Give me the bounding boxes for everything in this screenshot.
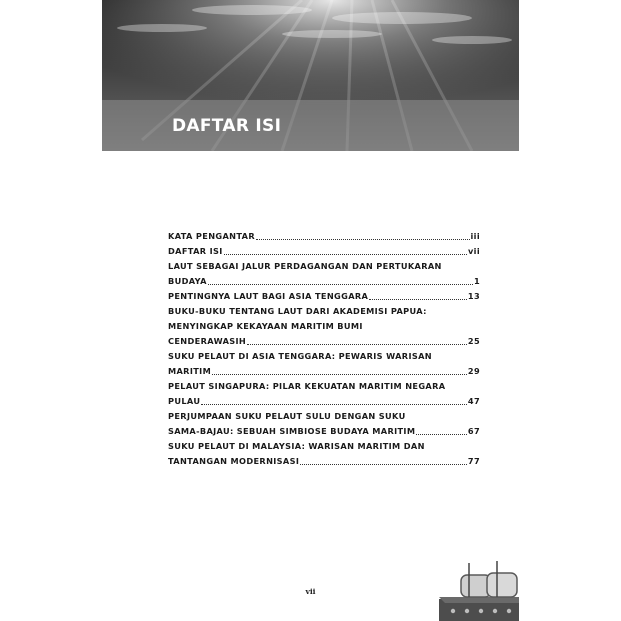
toc-entry-page-number: 25	[467, 336, 480, 346]
toc-entry-page-number: 77	[467, 456, 480, 466]
book-page	[102, 0, 519, 621]
page-title: DAFTAR ISI	[172, 116, 282, 136]
toc-entry-page-number: 47	[467, 396, 480, 406]
dot-leader	[300, 464, 467, 465]
dot-leader	[256, 239, 469, 240]
toc-entry[interactable]	[168, 244, 480, 259]
toc-entry-title-line: SUKU PELAUT DI ASIA TENGGARA: PEWARIS WARISAN	[168, 351, 432, 361]
dot-leader	[369, 299, 467, 300]
toc-entry[interactable]	[168, 349, 480, 379]
toc-entry[interactable]	[168, 409, 480, 439]
toc-entry-page-number: 13	[467, 291, 480, 301]
toc-entry-title: MARITIM	[168, 366, 212, 376]
toc-entry-title: SAMA-BAJAU: SEBUAH SIMBIOSE BUDAYA MARITIM	[168, 426, 416, 436]
toc-entry-page-number: 29	[467, 366, 480, 376]
header-banner	[102, 0, 519, 151]
page-number: vii	[305, 587, 316, 596]
dot-leader	[212, 374, 467, 375]
toc-entry-title-line: BUKU-BUKU TENTANG LAUT DARI AKADEMISI PAPUA:	[168, 306, 427, 316]
toc-entry-page-number: iii	[470, 231, 480, 241]
toc-entry-title: KATA PENGANTAR	[168, 231, 256, 241]
table-of-contents	[168, 229, 480, 469]
toc-entry[interactable]	[168, 229, 480, 244]
toc-entry-title-line: PERJUMPAAN SUKU PELAUT SULU DENGAN SUKU	[168, 411, 406, 421]
toc-entry-title-line: SUKU PELAUT DI MALAYSIA: WARISAN MARITIM DAN	[168, 441, 425, 451]
toc-entry[interactable]	[168, 379, 480, 409]
toc-entry-title-line: MENYINGKAP KEKAYAAN MARITIM BUMI	[168, 321, 363, 331]
dot-leader	[416, 434, 467, 435]
toc-entry-page-number: 1	[473, 276, 480, 286]
toc-entry-page-number: vii	[468, 246, 480, 256]
dot-leader	[247, 344, 467, 345]
toc-entry[interactable]	[168, 304, 480, 349]
toc-entry-title: TANTANGAN MODERNISASI	[168, 456, 300, 466]
toc-entry-title: DAFTAR ISI	[168, 246, 223, 256]
toc-entry-title: CENDERAWASIH	[168, 336, 247, 346]
underwater-image	[102, 0, 519, 151]
toc-entry-page-number: 67	[467, 426, 480, 436]
toc-entry-title: BUDAYA	[168, 276, 207, 286]
toc-entry-title-line: PELAUT SINGAPURA: PILAR KEKUATAN MARITIM NEGARA	[168, 381, 446, 391]
ship-illustration	[439, 561, 519, 621]
toc-entry[interactable]	[168, 259, 480, 289]
dot-leader	[201, 404, 467, 405]
toc-entry[interactable]	[168, 439, 480, 469]
dot-leader	[208, 284, 473, 285]
dot-leader	[224, 254, 467, 255]
toc-entry-title-line: LAUT SEBAGAI JALUR PERDAGANGAN DAN PERTUKARAN	[168, 261, 442, 271]
toc-entry-title: PULAU	[168, 396, 201, 406]
toc-entry[interactable]	[168, 289, 480, 304]
toc-entry-title: PENTINGNYA LAUT BAGI ASIA TENGGARA	[168, 291, 369, 301]
